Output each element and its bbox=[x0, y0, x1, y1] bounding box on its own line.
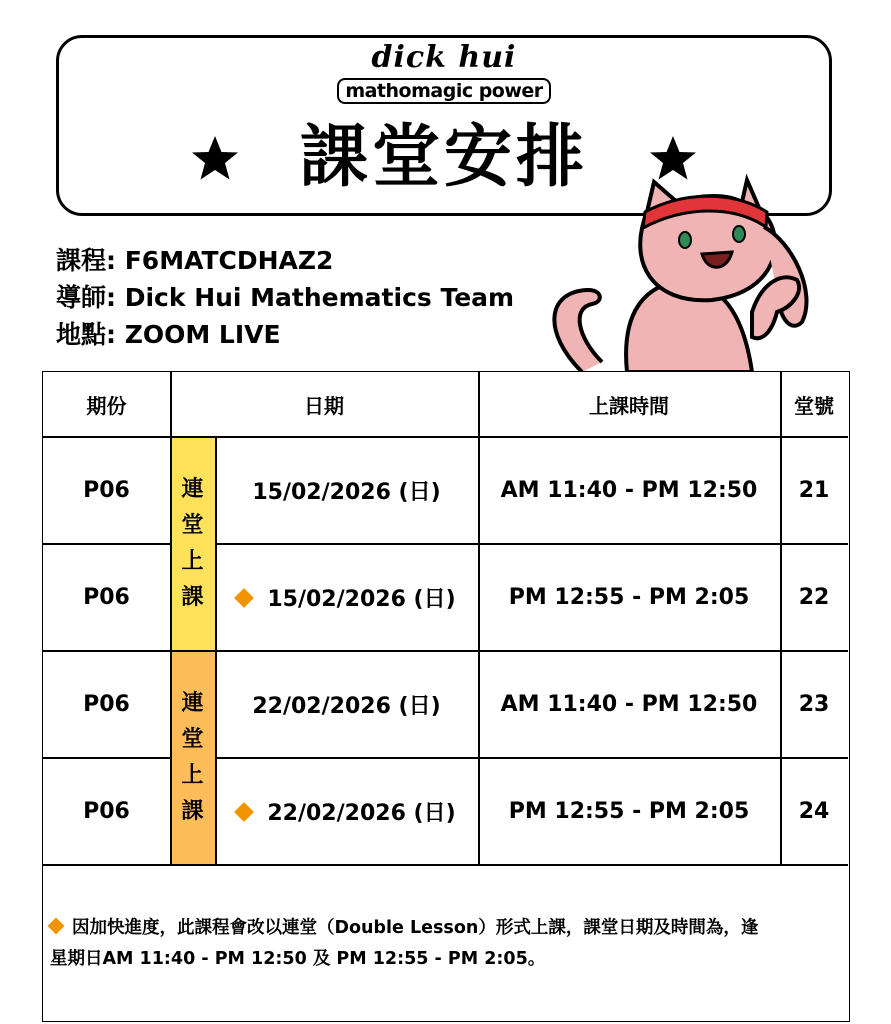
table-row-lesson-no: 22 bbox=[798, 585, 830, 610]
course-value: F6MATCDHAZ2 bbox=[124, 246, 334, 275]
note-text-1: 因加快進度，此課程會改以連堂（Double Lesson）形式上課，課堂日期及時間為，逢 bbox=[72, 918, 759, 938]
table-row-time: PM 12:55 - PM 2:05 bbox=[508, 585, 750, 610]
table-row-period: P06 bbox=[83, 585, 130, 610]
double-lesson-label bbox=[170, 437, 215, 651]
band-char: 連 bbox=[181, 691, 204, 716]
table-row-lesson-no: 23 bbox=[798, 692, 830, 717]
band-char: 課 bbox=[181, 585, 204, 610]
diamond-icon bbox=[234, 588, 254, 608]
table-row-time: AM 11:40 - PM 12:50 bbox=[500, 692, 758, 717]
table-row-time: PM 12:55 - PM 2:05 bbox=[508, 799, 750, 824]
header-period: 期份 bbox=[86, 393, 127, 418]
band-char: 堂 bbox=[181, 513, 204, 538]
mascot-cat-illustration bbox=[542, 172, 842, 372]
band-char: 上 bbox=[181, 763, 204, 788]
table-row-period: P06 bbox=[83, 692, 130, 717]
date-text: 15/02/2026 (日) bbox=[252, 480, 441, 505]
header-date: 日期 bbox=[304, 393, 344, 418]
tutor-value: Dick Hui Mathematics Team bbox=[124, 283, 515, 312]
table-row-lesson-no: 24 bbox=[798, 799, 830, 824]
brand-tagline-text: mathomagic power bbox=[337, 78, 550, 104]
schedule-note bbox=[50, 913, 840, 975]
table-row-date bbox=[215, 437, 478, 544]
venue-label: 地點: bbox=[56, 320, 116, 349]
double-lesson-label bbox=[170, 651, 215, 865]
tutor-label: 導師: bbox=[56, 283, 116, 312]
band-char: 堂 bbox=[181, 727, 204, 752]
table-row-time: AM 11:40 - PM 12:50 bbox=[500, 478, 758, 503]
table-row-date bbox=[215, 651, 478, 758]
band-char: 上 bbox=[181, 549, 204, 574]
diamond-icon bbox=[48, 918, 65, 935]
course-info bbox=[56, 244, 333, 278]
band-char: 連 bbox=[181, 477, 204, 502]
star-icon bbox=[190, 133, 240, 183]
note-line-1 bbox=[50, 913, 840, 944]
header-time: 上課時間 bbox=[589, 393, 669, 418]
band-char: 課 bbox=[181, 799, 204, 824]
table-row-lesson-no: 21 bbox=[798, 478, 830, 503]
table-row-period: P06 bbox=[83, 478, 130, 503]
note-text-2: 星期日AM 11:40 - PM 12:50 及 PM 12:55 - PM 2:05。 bbox=[50, 949, 546, 969]
tutor-info bbox=[56, 281, 514, 315]
date-text: 15/02/2026 (日) bbox=[267, 587, 456, 612]
course-label: 課程: bbox=[56, 246, 116, 275]
brand-logo-script: dick hui bbox=[371, 40, 517, 75]
venue-value: ZOOM LIVE bbox=[124, 320, 281, 349]
table-row-date bbox=[215, 758, 478, 865]
table-row-period: P06 bbox=[83, 799, 130, 824]
date-text: 22/02/2026 (日) bbox=[267, 801, 456, 826]
table-row-date bbox=[215, 544, 478, 651]
header-lesson-no: 堂號 bbox=[794, 393, 834, 418]
venue-info bbox=[56, 318, 281, 352]
brand-logo-tagline bbox=[59, 78, 829, 104]
page-title: 課堂安排 bbox=[299, 118, 588, 197]
date-text: 22/02/2026 (日) bbox=[252, 694, 441, 719]
diamond-icon bbox=[234, 802, 254, 822]
